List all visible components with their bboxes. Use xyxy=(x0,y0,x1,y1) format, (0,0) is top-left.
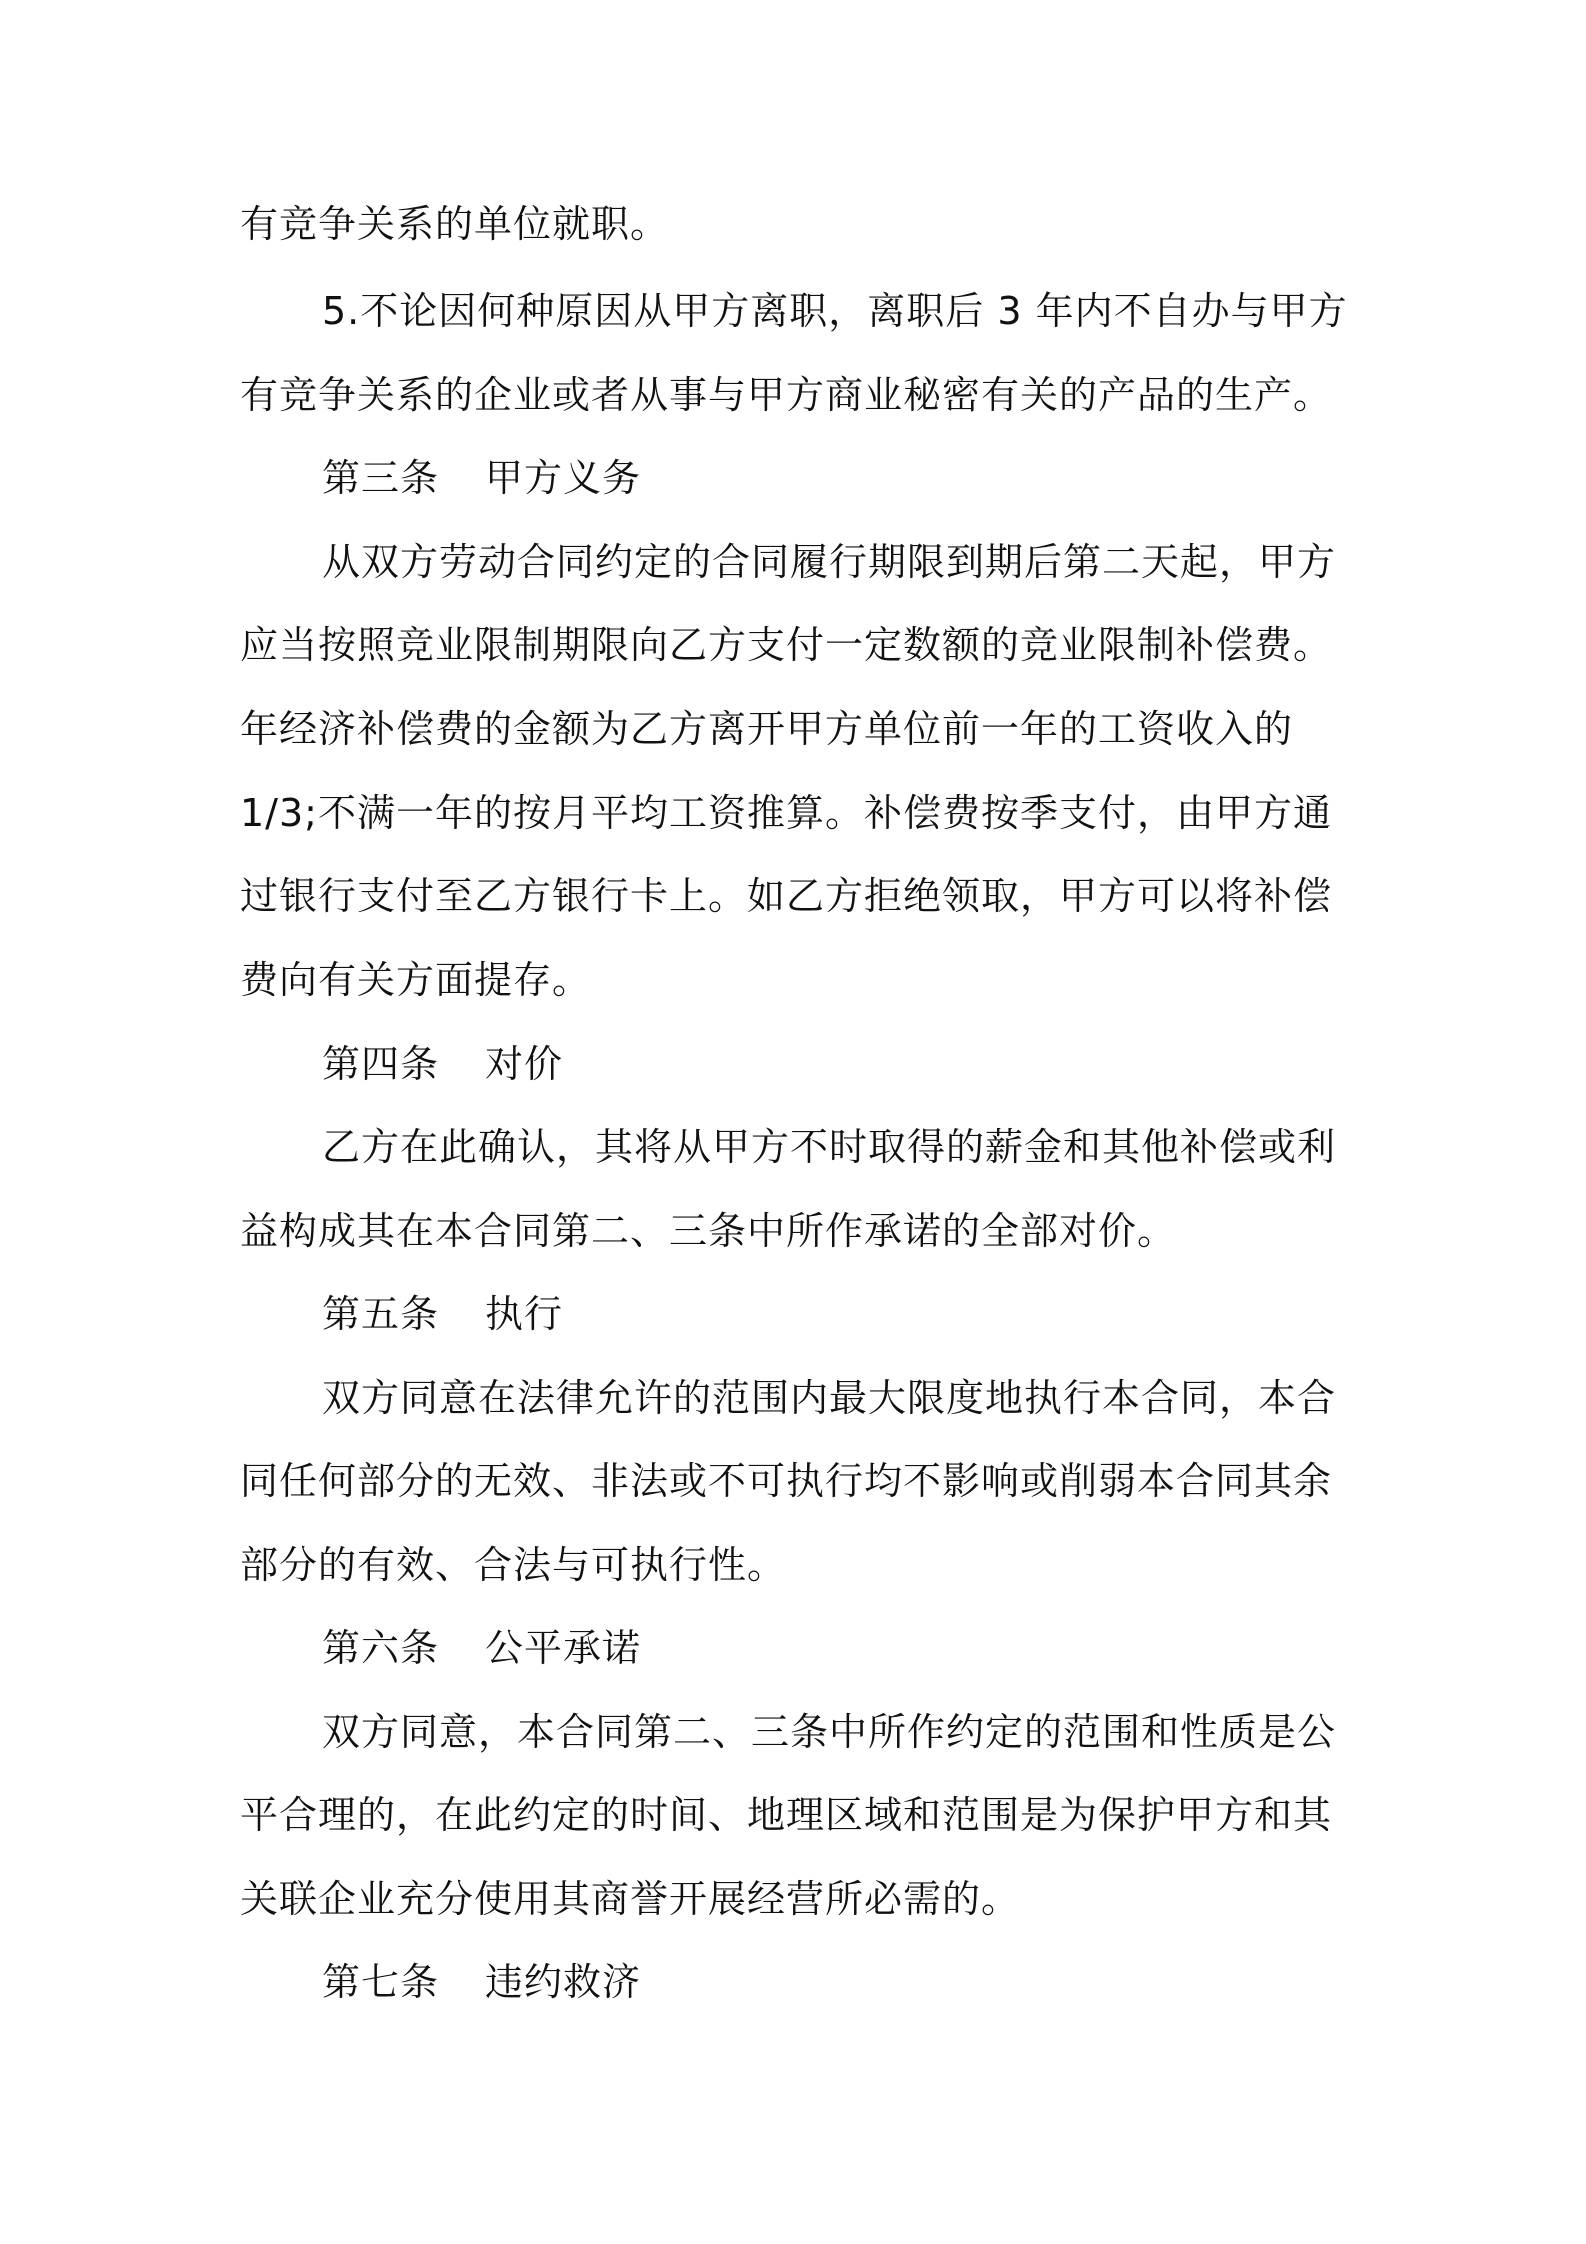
paragraph-line: 年经济补偿费的金额为乙方离开甲方单位前一年的工资收入的 xyxy=(240,707,1294,751)
article-title: 违约救济 xyxy=(485,1960,642,2004)
paragraph-line: 同任何部分的无效、非法或不可执行均不影响或削弱本合同其余 xyxy=(240,1459,1333,1503)
article-title: 甲方义务 xyxy=(485,456,642,500)
article-title: 公平承诺 xyxy=(485,1626,642,1670)
article-number: 第六条 xyxy=(322,1626,440,1670)
article-title: 执行 xyxy=(485,1292,564,1336)
paragraph-line: 双方同意在法律允许的范围内最大限度地执行本合同，本合 xyxy=(322,1376,1337,1420)
paragraph-line: 1/3;不满一年的按月平均工资推算。补偿费按季支付，由甲方通 xyxy=(240,791,1332,835)
article-title: 对价 xyxy=(485,1042,564,1086)
article-number: 第七条 xyxy=(322,1960,440,2004)
paragraph-line: 乙方在此确认，其将从甲方不时取得的薪金和其他补偿或利 xyxy=(322,1125,1337,1169)
paragraph-line: 部分的有效、合法与可执行性。 xyxy=(240,1543,787,1587)
paragraph-line: 有竞争关系的企业或者从事与甲方商业秘密有关的产品的生产。 xyxy=(240,373,1333,417)
article-heading-6 xyxy=(322,1624,1360,1672)
paragraph-line: 从双方劳动合同约定的合同履行期限到期后第二天起，甲方 xyxy=(322,540,1337,584)
paragraph-line: 费向有关方面提存。 xyxy=(240,958,592,1002)
paragraph-line: 关联企业充分使用其商誉开展经营所必需的。 xyxy=(240,1877,1021,1921)
article-heading-4 xyxy=(322,1040,1360,1088)
paragraph-line: 5.不论因何种原因从甲方离职，离职后 3 年内不自办与甲方 xyxy=(322,289,1348,333)
article-heading-7 xyxy=(322,1958,1360,2006)
paragraph-line: 双方同意，本合同第二、三条中所作约定的范围和性质是公 xyxy=(322,1710,1337,1754)
article-number: 第四条 xyxy=(322,1042,440,1086)
paragraph-line: 平合理的，在此约定的时间、地理区域和范围是为保护甲方和其 xyxy=(240,1793,1333,1837)
paragraph-line: 有竞争关系的单位就职。 xyxy=(240,202,670,246)
paragraph-line: 益构成其在本合同第二、三条中所作承诺的全部对价。 xyxy=(240,1209,1177,1253)
article-number: 第五条 xyxy=(322,1292,440,1336)
paragraph-line: 过银行支付至乙方银行卡上。如乙方拒绝领取，甲方可以将补偿 xyxy=(240,874,1333,918)
article-heading-3 xyxy=(322,454,1360,502)
article-number: 第三条 xyxy=(322,456,440,500)
paragraph-line: 应当按照竞业限制期限向乙方支付一定数额的竞业限制补偿费。 xyxy=(240,623,1333,667)
article-heading-5 xyxy=(322,1290,1360,1338)
